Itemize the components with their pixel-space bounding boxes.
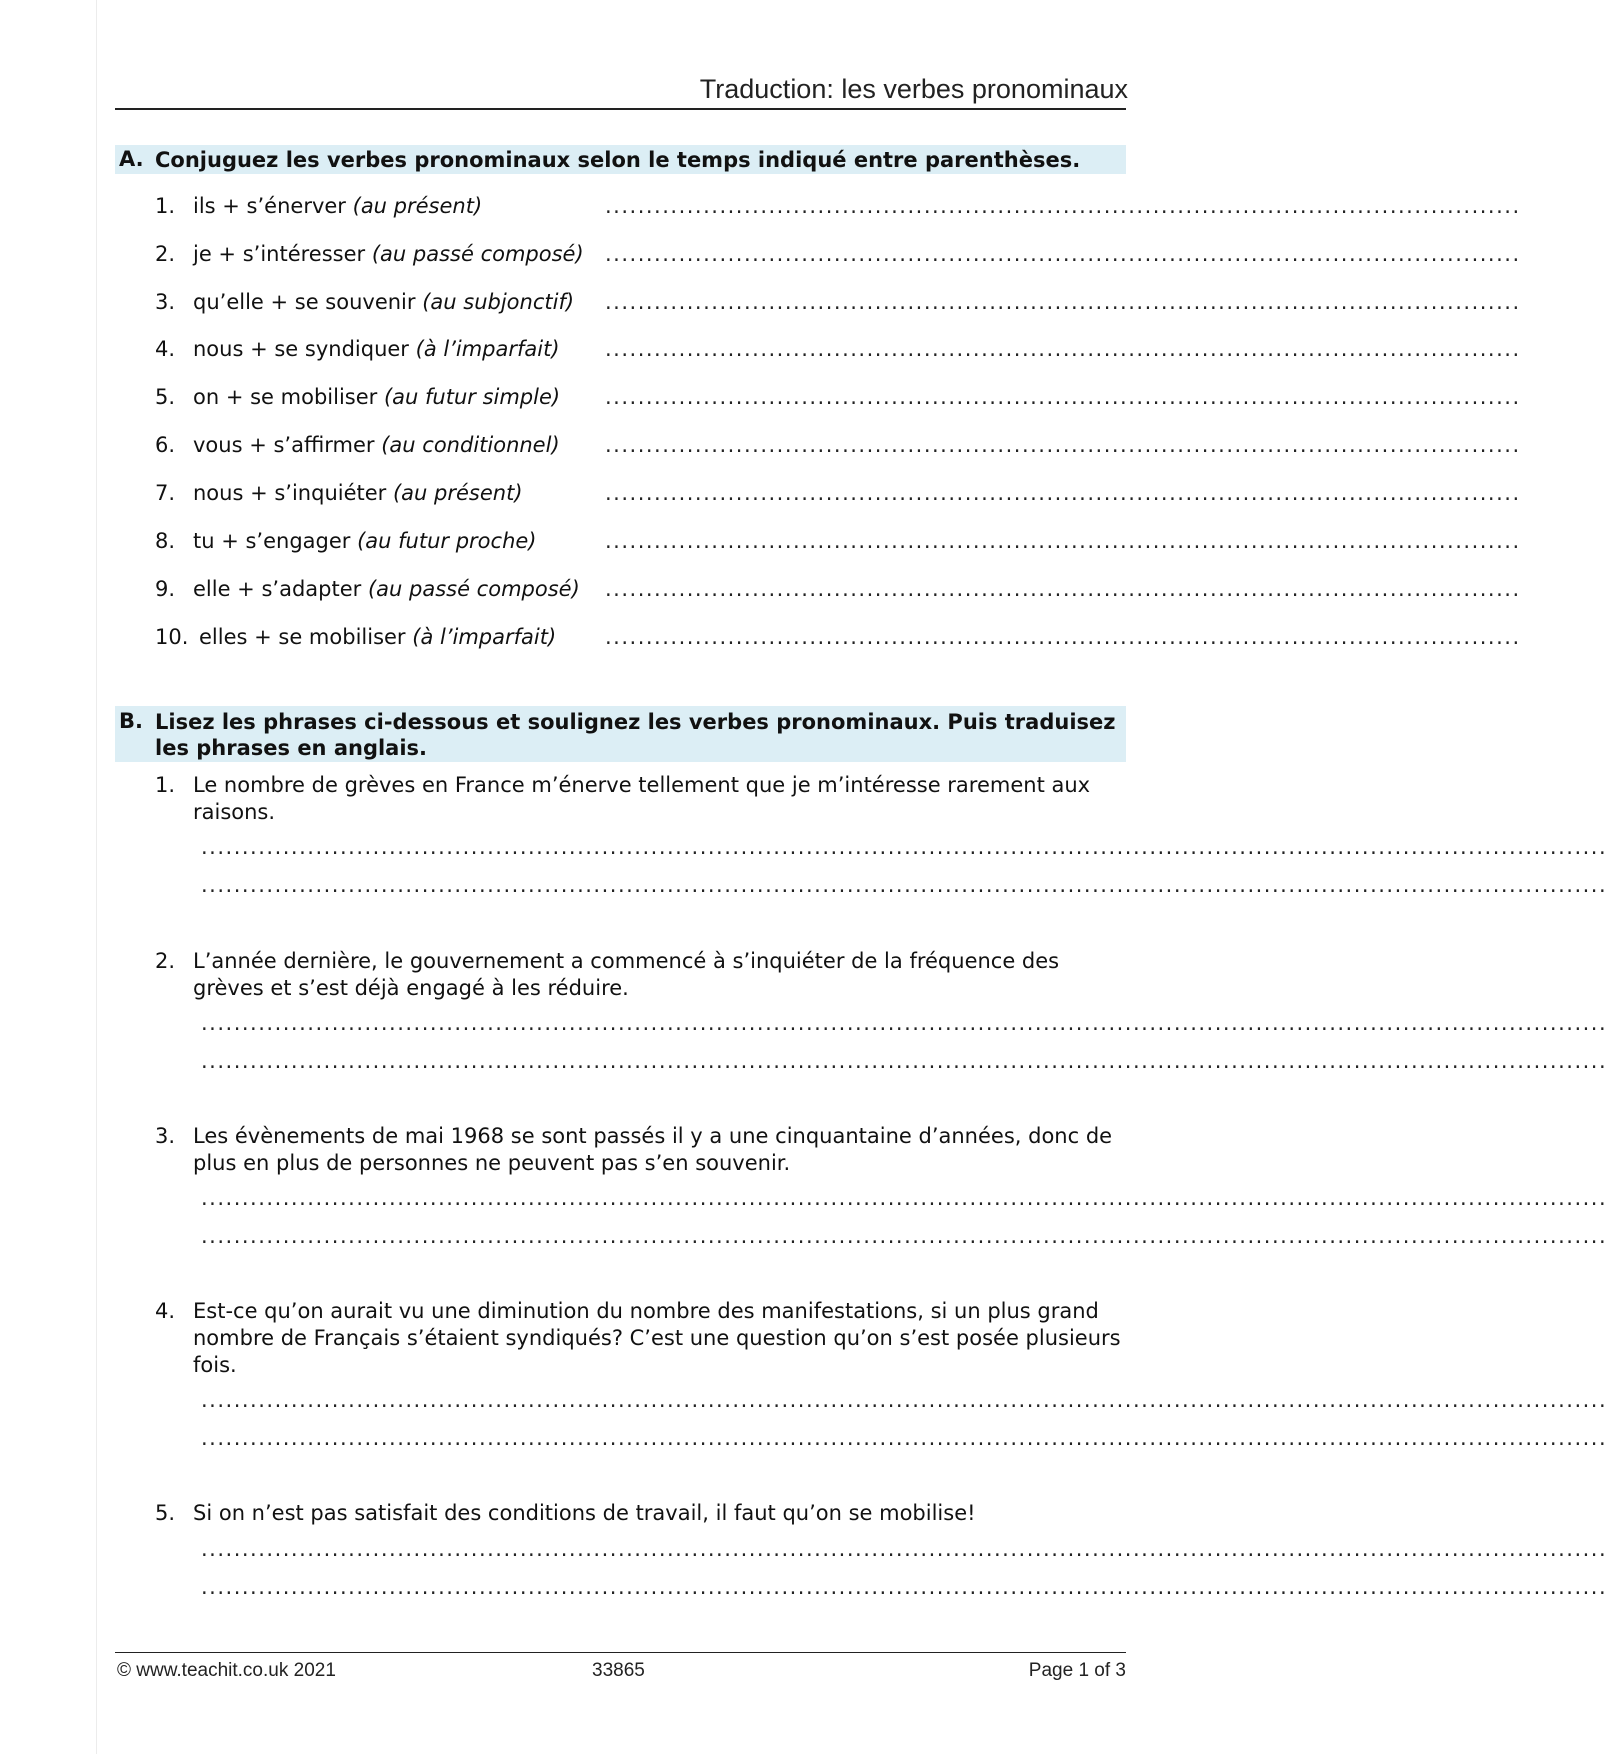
item-prompt <box>193 577 580 601</box>
exercise-a-item <box>155 385 1521 415</box>
item-number: 3. <box>155 1124 176 1148</box>
exercise-a-item <box>155 242 1521 272</box>
item-number: 10. <box>155 625 189 649</box>
section-b-letter: B. <box>119 709 143 733</box>
exercise-a-item <box>155 577 1521 607</box>
item-prompt <box>193 481 523 505</box>
item-tense: (au conditionnel) <box>381 433 560 457</box>
item-number: 2. <box>155 949 176 973</box>
exercise-a-item <box>155 529 1521 559</box>
item-verb: ils + s’énerver <box>193 194 346 218</box>
item-tense: (au présent) <box>392 481 523 505</box>
exercise-a-item <box>155 433 1521 463</box>
header-rule <box>115 108 1126 110</box>
section-a-instruction: Conjuguez les verbes pronominaux selon le temps indiqué entre parenthèses. <box>155 148 1081 172</box>
item-number: 1. <box>155 773 176 797</box>
item-tense: (au subjonctif) <box>422 290 575 314</box>
item-prompt <box>193 290 574 314</box>
item-prompt <box>193 433 560 457</box>
translation-line[interactable]: ............................................................................................................................................................................ <box>201 1426 1607 1450</box>
translation-line[interactable]: ............................................................................................................................................................................ <box>201 1537 1607 1561</box>
sentence-text: Si on n’est pas satisfait des conditions de travail, il faut qu’on se mobilise! <box>193 1501 976 1525</box>
sentence-text: Les évènements de mai 1968 se sont passés il y a une cinquantaine d’années, donc de plus en plus de personnes ne peuvent pas s’en souvenir. <box>193 1124 1113 1175</box>
answer-field[interactable]: ................................................................................................................ <box>605 290 1521 314</box>
answer-field[interactable]: ................................................................................................................ <box>605 242 1521 266</box>
translation-line[interactable]: ............................................................................................................................................................................ <box>201 1011 1607 1035</box>
item-verb: tu + s’engager <box>193 529 351 553</box>
item-prompt <box>193 385 560 409</box>
translation-line[interactable]: ............................................................................................................................................................................ <box>201 1049 1607 1073</box>
page-edge <box>96 0 97 1754</box>
answer-field[interactable]: ................................................................................................................ <box>605 529 1521 553</box>
item-tense: (au passé composé) <box>367 577 580 601</box>
item-prompt <box>193 529 537 553</box>
answer-field[interactable]: ................................................................................................................ <box>605 433 1521 457</box>
item-tense: (à l’imparfait) <box>412 625 557 649</box>
answer-field[interactable]: ................................................................................................................ <box>605 577 1521 601</box>
item-number: 7. <box>155 481 176 505</box>
footer-page-number: Page 1 of 3 <box>1028 1660 1126 1681</box>
item-tense: (à l’imparfait) <box>415 337 560 361</box>
footer-resource-id: 33865 <box>592 1660 645 1681</box>
section-b-instruction: Lisez les phrases ci-dessous et soulignez les verbes pronominaux. Puis traduisez les phrases en anglais. <box>155 710 1116 760</box>
page-title: Traduction: les verbes pronominaux <box>699 74 1128 104</box>
exercise-a-item <box>155 290 1521 320</box>
item-prompt <box>199 625 556 649</box>
exercise-a-item <box>155 337 1521 367</box>
exercise-b-item <box>155 948 1607 1078</box>
item-number: 5. <box>155 385 176 409</box>
exercise-b-item <box>155 1298 1607 1456</box>
exercise-a-item <box>155 194 1521 224</box>
exercise-b-item <box>155 1500 1607 1604</box>
item-prompt <box>193 337 560 361</box>
item-verb: qu’elle + se souvenir <box>193 290 416 314</box>
item-number: 2. <box>155 242 176 266</box>
item-prompt <box>193 242 584 266</box>
answer-field[interactable]: ................................................................................................................ <box>605 194 1521 218</box>
item-tense: (au présent) <box>352 194 483 218</box>
item-number: 5. <box>155 1501 176 1525</box>
translation-line[interactable]: ............................................................................................................................................................................ <box>201 1224 1607 1248</box>
item-number: 6. <box>155 433 176 457</box>
translation-line[interactable]: ............................................................................................................................................................................ <box>201 1575 1607 1599</box>
exercise-b-item <box>155 772 1607 902</box>
answer-field[interactable]: ................................................................................................................ <box>605 385 1521 409</box>
translation-line[interactable]: ............................................................................................................................................................................ <box>201 835 1607 859</box>
item-verb: je + s’intéresser <box>193 242 366 266</box>
item-verb: elles + se mobiliser <box>199 625 406 649</box>
item-number: 4. <box>155 1299 176 1323</box>
item-number: 3. <box>155 290 176 314</box>
sentence-text: Le nombre de grèves en France m’énerve tellement que je m’intéresse rarement aux raisons. <box>193 773 1091 824</box>
item-verb: on + se mobiliser <box>193 385 378 409</box>
section-a-letter: A. <box>119 147 144 171</box>
translation-line[interactable]: ............................................................................................................................................................................ <box>201 873 1607 897</box>
item-number: 8. <box>155 529 176 553</box>
footer-rule <box>115 1652 1126 1653</box>
translation-line[interactable]: ............................................................................................................................................................................ <box>201 1186 1607 1210</box>
section-b-heading <box>115 706 1126 762</box>
answer-field[interactable]: ................................................................................................................ <box>605 481 1521 505</box>
translation-line[interactable]: ............................................................................................................................................................................ <box>201 1388 1607 1412</box>
item-verb: vous + s’affirmer <box>193 433 375 457</box>
footer-copyright: © www.teachit.co.uk 2021 <box>117 1660 336 1681</box>
section-a-heading <box>115 145 1126 174</box>
item-verb: nous + s’inquiéter <box>193 481 387 505</box>
exercise-b-item <box>155 1123 1607 1253</box>
item-prompt <box>193 194 482 218</box>
answer-field[interactable]: ................................................................................................................ <box>605 625 1521 649</box>
item-number: 9. <box>155 577 176 601</box>
answer-field[interactable]: ................................................................................................................ <box>605 337 1521 361</box>
exercise-a-item <box>155 625 1521 655</box>
item-verb: nous + se syndiquer <box>193 337 409 361</box>
sentence-text: Est-ce qu’on aurait vu une diminution du nombre des manifestations, si un plus grand nombre de Français s’étaient syndiqués? C’est une question qu’on s’est posée plusieurs fois. <box>193 1299 1121 1377</box>
item-number: 4. <box>155 337 176 361</box>
item-number: 1. <box>155 194 176 218</box>
item-tense: (au passé composé) <box>371 242 584 266</box>
item-verb: elle + s’adapter <box>193 577 362 601</box>
item-tense: (au futur simple) <box>383 385 561 409</box>
exercise-a-item <box>155 481 1521 511</box>
sentence-text: L’année dernière, le gouvernement a commencé à s’inquiéter de la fréquence des grèves et s’est déjà engagé à les réduire. <box>193 949 1060 1000</box>
item-tense: (au futur proche) <box>357 529 537 553</box>
